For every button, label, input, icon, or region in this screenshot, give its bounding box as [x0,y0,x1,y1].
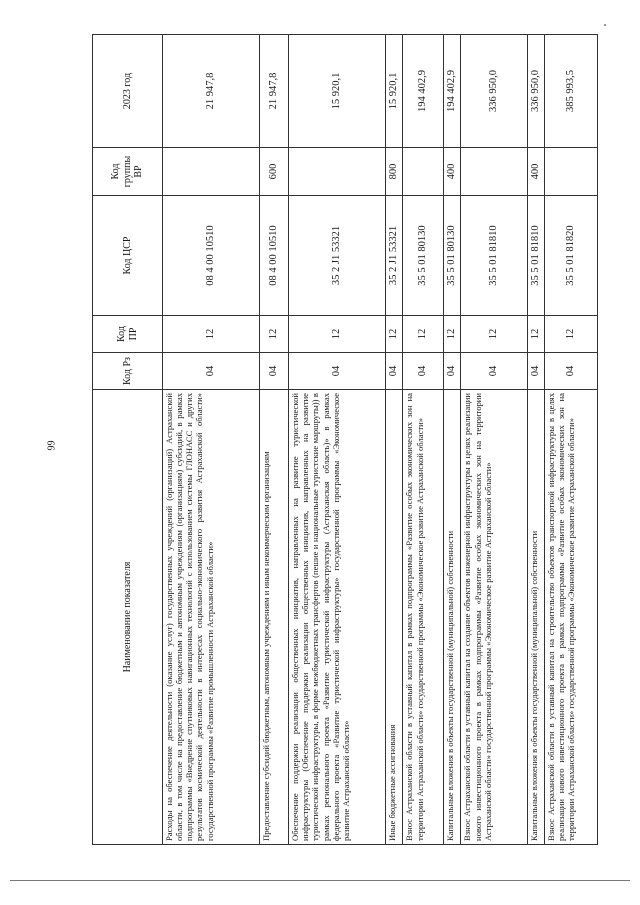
row-name: Иные бюджетные ассигнования [386,390,403,845]
row-vr: 400 [527,148,544,196]
header-pr: Код ПР [93,316,163,353]
row-csr: 08 4 00 10510 [260,196,289,316]
row-pr: 12 [444,316,461,353]
row-amount: 385 993,5 [544,35,597,148]
row-vr [289,148,386,196]
row-amount: 21 947,8 [260,35,289,148]
row-amount: 194 402,9 [444,35,461,148]
table-row [444,35,461,845]
header-amount: 2023 год [93,35,163,148]
row-rz: 04 [461,353,527,390]
row-csr: 35 5 01 81810 [461,196,527,316]
row-name: Расходы на обеспечение деятельности (оказание услуг) государственных учреждений (организаций) Астраханской области, в том числе на предоставление бюджетным и автономным учреждениям (организациям) субсидий, в рамках подпрограммы «Внедрение спутниковых навигационных технологий с использованием системы ГЛОНАСС и других результатов космической деятельности в интересах социально-экономического развития Астраханской области» государственной программы «Развитие промышленности Астраханской области» [163,390,260,845]
row-rz: 04 [163,353,260,390]
row-vr [461,148,527,196]
row-rz: 04 [289,353,386,390]
row-csr: 35 5 01 81820 [544,196,597,316]
budget-table-rotated [92,35,598,845]
row-amount: 194 402,9 [403,35,444,148]
header-csr: Код ЦСР [93,196,163,316]
table-header-row [93,35,163,845]
page-number: 99 [46,440,58,451]
row-csr: 35 2 J1 53321 [386,196,403,316]
row-rz: 04 [527,353,544,390]
table-row [527,35,544,845]
row-rz: 04 [260,353,289,390]
row-amount: 15 920,1 [386,35,403,148]
bottom-rule [10,880,630,881]
row-name: Капитальные вложения в объекты государственной (муниципальной) собственности [444,390,461,845]
row-pr: 12 [544,316,597,353]
table-row [386,35,403,845]
row-pr: 12 [289,316,386,353]
table-row [403,35,444,845]
row-amount: 336 950,0 [527,35,544,148]
row-name: Обеспечение поддержки реализации общественных инициатив, направленных на развитие туристической инфраструктуры (Обеспечение поддержки реализации общественных инициатив, направленных на развитие туристической инфраструктуры, в форме межбюджетных трансфертов (пешие и национальные туристские маршруты)) в рамках регионального проекта «Развитие туристической инфраструктуры (Астраханская область)» в рамках федерального проекта «Развитие туристической инфраструктуры» государственной программы «Экономическое развитие Астраханской области» [289,390,386,845]
row-name: Предоставление субсидий бюджетным, автономным учреждениям и иным некоммерческим организациям [260,390,289,845]
row-csr: 35 5 01 80130 [444,196,461,316]
row-pr: 12 [163,316,260,353]
row-pr: 12 [527,316,544,353]
table-row [260,35,289,845]
row-rz: 04 [444,353,461,390]
row-csr: 35 5 01 81810 [527,196,544,316]
row-vr [403,148,444,196]
table-row [544,35,597,845]
table-row [289,35,386,845]
row-vr [163,148,260,196]
row-amount: 15 920,1 [289,35,386,148]
header-vr: Код группы ВР [93,148,163,196]
row-rz: 04 [544,353,597,390]
budget-table [92,34,598,845]
row-name: Взнос Астраханской области в уставный капитал в рамках подпрограммы «Развитие особых экономических зон на территории Астраханской области» государственной программы «Экономическое развитие Астраханской области» [403,390,444,845]
row-rz: 04 [386,353,403,390]
row-csr: 35 5 01 80130 [403,196,444,316]
scan-speck [604,24,606,26]
row-pr: 12 [461,316,527,353]
table-row [461,35,527,845]
row-name: Капитальные вложения в объекты государственной (муниципальной) собственности [527,390,544,845]
header-rz: Код Рз [93,353,163,390]
row-vr [544,148,597,196]
row-amount: 21 947,8 [163,35,260,148]
row-pr: 12 [386,316,403,353]
row-csr: 35 2 J1 53321 [289,196,386,316]
table-row [163,35,260,845]
row-pr: 12 [260,316,289,353]
row-name: Взнос Астраханской области в уставный капитал на создание объектов инженерной инфраструктуры в целях реализации нового инвестиционного проекта в рамках подпрограммы «Развитие особых экономических зон на территории Астраханской области» государственной программы «Экономическое развитие Астраханской области» [461,390,527,845]
row-vr: 600 [260,148,289,196]
row-amount: 336 950,0 [461,35,527,148]
row-vr: 400 [444,148,461,196]
row-vr: 800 [386,148,403,196]
row-pr: 12 [403,316,444,353]
row-rz: 04 [403,353,444,390]
row-name: Взнос Астраханской области в уставный капитал на строительство объектов транспортной инфраструктуры в целях реализации нового инвестиционного проекта в рамках подпрограммы «Развитие особых экономических зон на территории Астраханской области» государственной программы «Экономическое развитие Астраханской области» [544,390,597,845]
header-name: Наименование показателя [93,390,163,845]
row-csr: 08 4 00 10510 [163,196,260,316]
